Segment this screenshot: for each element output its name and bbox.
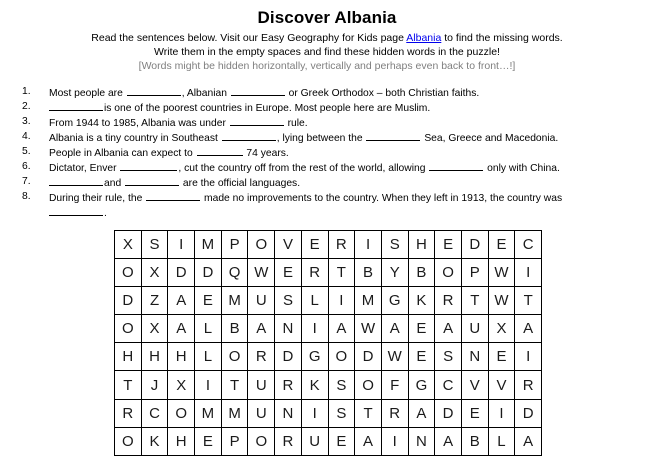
grid-cell[interactable]: H bbox=[115, 343, 142, 371]
answer-blank[interactable] bbox=[231, 84, 285, 96]
grid-cell[interactable]: C bbox=[141, 399, 168, 427]
answer-blank[interactable] bbox=[222, 129, 276, 141]
grid-cell[interactable]: I bbox=[488, 399, 515, 427]
grid-cell[interactable]: E bbox=[488, 343, 515, 371]
answer-blank[interactable] bbox=[127, 84, 181, 96]
grid-cell[interactable]: B bbox=[408, 259, 435, 287]
question-text: only with China. bbox=[484, 163, 560, 174]
grid-cell[interactable]: A bbox=[515, 427, 542, 455]
grid-cell[interactable]: H bbox=[168, 427, 195, 455]
grid-cell[interactable]: J bbox=[141, 371, 168, 399]
grid-cell[interactable]: M bbox=[195, 231, 222, 259]
grid-cell[interactable]: G bbox=[301, 343, 328, 371]
grid-cell[interactable]: K bbox=[301, 371, 328, 399]
grid-cell[interactable]: A bbox=[355, 427, 382, 455]
grid-cell[interactable]: W bbox=[488, 259, 515, 287]
grid-cell[interactable]: A bbox=[381, 315, 408, 343]
question-text: is one of the poorest countries in Europe. Most people here are Muslim. bbox=[104, 103, 431, 114]
question-number: 5. bbox=[22, 146, 31, 157]
grid-cell[interactable]: E bbox=[408, 315, 435, 343]
question-text: rule. bbox=[284, 118, 308, 129]
grid-cell[interactable]: A bbox=[435, 427, 462, 455]
grid-cell[interactable]: O bbox=[248, 427, 275, 455]
intro-line-2: Write them in the empty spaces and find these hidden words in the puzzle! bbox=[154, 46, 500, 58]
grid-cell[interactable]: A bbox=[248, 315, 275, 343]
grid-cell[interactable]: X bbox=[115, 231, 142, 259]
grid-cell[interactable]: I bbox=[355, 231, 382, 259]
question-number: 7. bbox=[22, 176, 31, 187]
grid-cell[interactable]: E bbox=[328, 427, 355, 455]
question-number: 3. bbox=[22, 116, 31, 127]
grid-cell[interactable]: P bbox=[221, 427, 248, 455]
albania-link[interactable]: Albania bbox=[406, 32, 442, 44]
grid-row bbox=[115, 371, 542, 399]
grid-cell[interactable]: I bbox=[381, 427, 408, 455]
grid-cell[interactable]: W bbox=[381, 343, 408, 371]
question-text: Sea, Greece and Macedonia. bbox=[421, 133, 559, 144]
grid-cell[interactable]: C bbox=[515, 231, 542, 259]
grid-cell[interactable]: L bbox=[488, 427, 515, 455]
grid-cell[interactable]: N bbox=[275, 315, 302, 343]
grid-cell[interactable]: R bbox=[248, 343, 275, 371]
grid-cell[interactable]: N bbox=[461, 343, 488, 371]
grid-cell[interactable]: I bbox=[301, 399, 328, 427]
grid-cell[interactable]: S bbox=[381, 231, 408, 259]
grid-cell[interactable]: A bbox=[435, 315, 462, 343]
question-text: People in Albania can expect to bbox=[49, 148, 196, 159]
grid-cell[interactable]: E bbox=[435, 231, 462, 259]
grid-cell[interactable]: E bbox=[301, 231, 328, 259]
question-text: . bbox=[104, 208, 107, 219]
answer-blank[interactable] bbox=[366, 129, 420, 141]
grid-row bbox=[115, 427, 542, 455]
grid-row bbox=[115, 287, 542, 315]
grid-cell[interactable]: O bbox=[115, 427, 142, 455]
intro-hint: [Words might be hidden horizontally, vertically and perhaps even back to front…!] bbox=[138, 60, 516, 72]
grid-cell[interactable]: T bbox=[115, 371, 142, 399]
answer-blank[interactable] bbox=[197, 144, 243, 156]
intro-line-1 bbox=[0, 31, 654, 45]
grid-cell[interactable]: V bbox=[488, 371, 515, 399]
grid-cell[interactable]: W bbox=[248, 259, 275, 287]
answer-blank[interactable] bbox=[230, 114, 284, 126]
grid-cell[interactable]: U bbox=[301, 427, 328, 455]
grid-cell[interactable]: R bbox=[515, 371, 542, 399]
grid-cell[interactable]: A bbox=[328, 315, 355, 343]
grid-cell[interactable]: C bbox=[435, 371, 462, 399]
grid-cell[interactable]: D bbox=[355, 343, 382, 371]
answer-blank[interactable] bbox=[49, 99, 103, 111]
grid-cell[interactable]: X bbox=[141, 259, 168, 287]
grid-cell[interactable]: S bbox=[328, 399, 355, 427]
grid-cell[interactable]: O bbox=[435, 259, 462, 287]
answer-blank[interactable] bbox=[146, 189, 200, 201]
grid-cell[interactable]: E bbox=[195, 427, 222, 455]
grid-cell[interactable]: B bbox=[355, 259, 382, 287]
grid-cell[interactable]: S bbox=[275, 287, 302, 315]
question-text: made no improvements to the country. When they left in 1913, the country was bbox=[201, 193, 563, 204]
grid-cell[interactable]: S bbox=[141, 231, 168, 259]
grid-cell[interactable]: U bbox=[248, 399, 275, 427]
grid-cell[interactable]: D bbox=[461, 231, 488, 259]
grid-cell[interactable]: I bbox=[301, 315, 328, 343]
grid-cell[interactable]: R bbox=[328, 231, 355, 259]
intro-text-before-link: Read the sentences below. Visit our Easy Geography for Kids page bbox=[91, 32, 407, 44]
grid-cell[interactable]: V bbox=[275, 231, 302, 259]
grid-cell[interactable]: B bbox=[461, 427, 488, 455]
question-text: 74 years. bbox=[243, 148, 289, 159]
grid-cell[interactable]: R bbox=[115, 399, 142, 427]
grid-cell[interactable]: R bbox=[301, 259, 328, 287]
question-number: 6. bbox=[22, 161, 31, 172]
grid-cell[interactable]: G bbox=[381, 287, 408, 315]
grid-cell[interactable]: T bbox=[221, 371, 248, 399]
grid-cell[interactable]: A bbox=[408, 399, 435, 427]
grid-cell[interactable]: D bbox=[515, 399, 542, 427]
answer-blank[interactable] bbox=[49, 204, 103, 216]
grid-cell[interactable]: O bbox=[328, 343, 355, 371]
grid-cell[interactable]: L bbox=[195, 343, 222, 371]
grid-cell[interactable]: I bbox=[328, 287, 355, 315]
grid-cell[interactable]: G bbox=[408, 371, 435, 399]
grid-row bbox=[115, 259, 542, 287]
grid-cell[interactable]: K bbox=[408, 287, 435, 315]
grid-cell[interactable]: I bbox=[168, 231, 195, 259]
grid-cell[interactable]: R bbox=[275, 371, 302, 399]
grid-cell[interactable]: D bbox=[115, 287, 142, 315]
question-number: 1. bbox=[22, 86, 31, 97]
grid-cell[interactable]: F bbox=[381, 371, 408, 399]
grid-cell[interactable]: E bbox=[461, 399, 488, 427]
question-number: 8. bbox=[22, 191, 31, 202]
grid-row bbox=[115, 315, 542, 343]
grid-cell[interactable]: N bbox=[275, 399, 302, 427]
grid-cell[interactable]: M bbox=[221, 287, 248, 315]
answer-blank[interactable] bbox=[429, 159, 483, 171]
grid-cell[interactable]: V bbox=[461, 371, 488, 399]
grid-cell[interactable]: T bbox=[461, 287, 488, 315]
grid-cell[interactable]: E bbox=[275, 259, 302, 287]
grid-cell[interactable]: D bbox=[435, 399, 462, 427]
grid-cell[interactable]: O bbox=[248, 231, 275, 259]
page-title: Discover Albania bbox=[257, 8, 397, 27]
grid-cell[interactable]: R bbox=[381, 399, 408, 427]
grid-cell[interactable]: B bbox=[221, 315, 248, 343]
grid-row bbox=[115, 399, 542, 427]
grid-cell[interactable]: D bbox=[275, 343, 302, 371]
grid-cell[interactable]: D bbox=[168, 259, 195, 287]
grid-cell[interactable]: H bbox=[168, 343, 195, 371]
grid-cell[interactable]: X bbox=[488, 315, 515, 343]
grid-cell[interactable]: A bbox=[168, 315, 195, 343]
question-text: and bbox=[104, 178, 125, 189]
question-text: From 1944 to 1985, Albania was under bbox=[49, 118, 229, 129]
question-text: , cut the country off from the rest of the world, allowing bbox=[178, 163, 429, 174]
grid-cell[interactable]: R bbox=[435, 287, 462, 315]
grid-cell[interactable]: O bbox=[115, 315, 142, 343]
grid-cell[interactable]: I bbox=[195, 371, 222, 399]
grid-cell[interactable]: T bbox=[515, 287, 542, 315]
grid-cell[interactable]: H bbox=[408, 231, 435, 259]
grid-cell[interactable]: U bbox=[248, 371, 275, 399]
question-text: Most people are bbox=[49, 88, 126, 99]
grid-row bbox=[115, 343, 542, 371]
question-text: Albania is a tiny country in Southeast bbox=[49, 133, 221, 144]
grid-cell[interactable]: A bbox=[515, 315, 542, 343]
grid-cell[interactable]: Y bbox=[381, 259, 408, 287]
grid-cell[interactable]: L bbox=[195, 315, 222, 343]
grid-cell[interactable]: O bbox=[168, 399, 195, 427]
grid-cell[interactable]: M bbox=[195, 399, 222, 427]
answer-blank[interactable] bbox=[120, 159, 177, 171]
grid-cell[interactable]: E bbox=[488, 231, 515, 259]
grid-cell[interactable]: X bbox=[168, 371, 195, 399]
grid-cell[interactable]: O bbox=[221, 343, 248, 371]
grid-cell[interactable]: A bbox=[168, 287, 195, 315]
grid-cell[interactable]: T bbox=[355, 399, 382, 427]
answer-blank[interactable] bbox=[125, 174, 179, 186]
grid-cell[interactable]: Z bbox=[141, 287, 168, 315]
intro-text-after-link: to find the missing words. bbox=[441, 32, 563, 44]
question-number: 4. bbox=[22, 131, 31, 142]
grid-cell[interactable]: O bbox=[115, 259, 142, 287]
grid-cell[interactable]: M bbox=[355, 287, 382, 315]
grid-cell[interactable]: D bbox=[195, 259, 222, 287]
grid-cell[interactable]: U bbox=[248, 287, 275, 315]
grid-cell[interactable]: P bbox=[221, 231, 248, 259]
grid-cell[interactable]: S bbox=[435, 343, 462, 371]
question-text: , Albanian bbox=[181, 88, 230, 99]
question-text: Dictator, Enver bbox=[49, 163, 120, 174]
grid-cell[interactable]: L bbox=[301, 287, 328, 315]
question-text: , lying between the bbox=[276, 133, 366, 144]
word-search-grid bbox=[114, 230, 542, 456]
grid-cell[interactable]: R bbox=[275, 427, 302, 455]
grid-cell[interactable]: O bbox=[355, 371, 382, 399]
grid-cell[interactable]: M bbox=[221, 399, 248, 427]
grid-cell[interactable]: E bbox=[408, 343, 435, 371]
answer-blank[interactable] bbox=[49, 174, 103, 186]
question-number: 2. bbox=[22, 101, 31, 112]
grid-cell[interactable]: W bbox=[488, 287, 515, 315]
grid-cell[interactable]: W bbox=[355, 315, 382, 343]
grid-cell[interactable]: K bbox=[141, 427, 168, 455]
grid-cell[interactable]: X bbox=[141, 315, 168, 343]
grid-cell[interactable]: Q bbox=[221, 259, 248, 287]
grid-cell[interactable]: E bbox=[195, 287, 222, 315]
question-text: During their rule, the bbox=[49, 193, 146, 204]
grid-cell[interactable]: H bbox=[141, 343, 168, 371]
question-text: or Greek Orthodox – both Christian faiths. bbox=[285, 88, 480, 99]
grid-cell[interactable]: I bbox=[515, 343, 542, 371]
grid-cell[interactable]: I bbox=[515, 259, 542, 287]
grid-row bbox=[115, 231, 542, 259]
grid-cell[interactable]: S bbox=[328, 371, 355, 399]
grid-cell[interactable]: N bbox=[408, 427, 435, 455]
grid-cell[interactable]: P bbox=[461, 259, 488, 287]
grid-cell[interactable]: T bbox=[328, 259, 355, 287]
grid-cell[interactable]: U bbox=[461, 315, 488, 343]
question-text: are the official languages. bbox=[180, 178, 301, 189]
